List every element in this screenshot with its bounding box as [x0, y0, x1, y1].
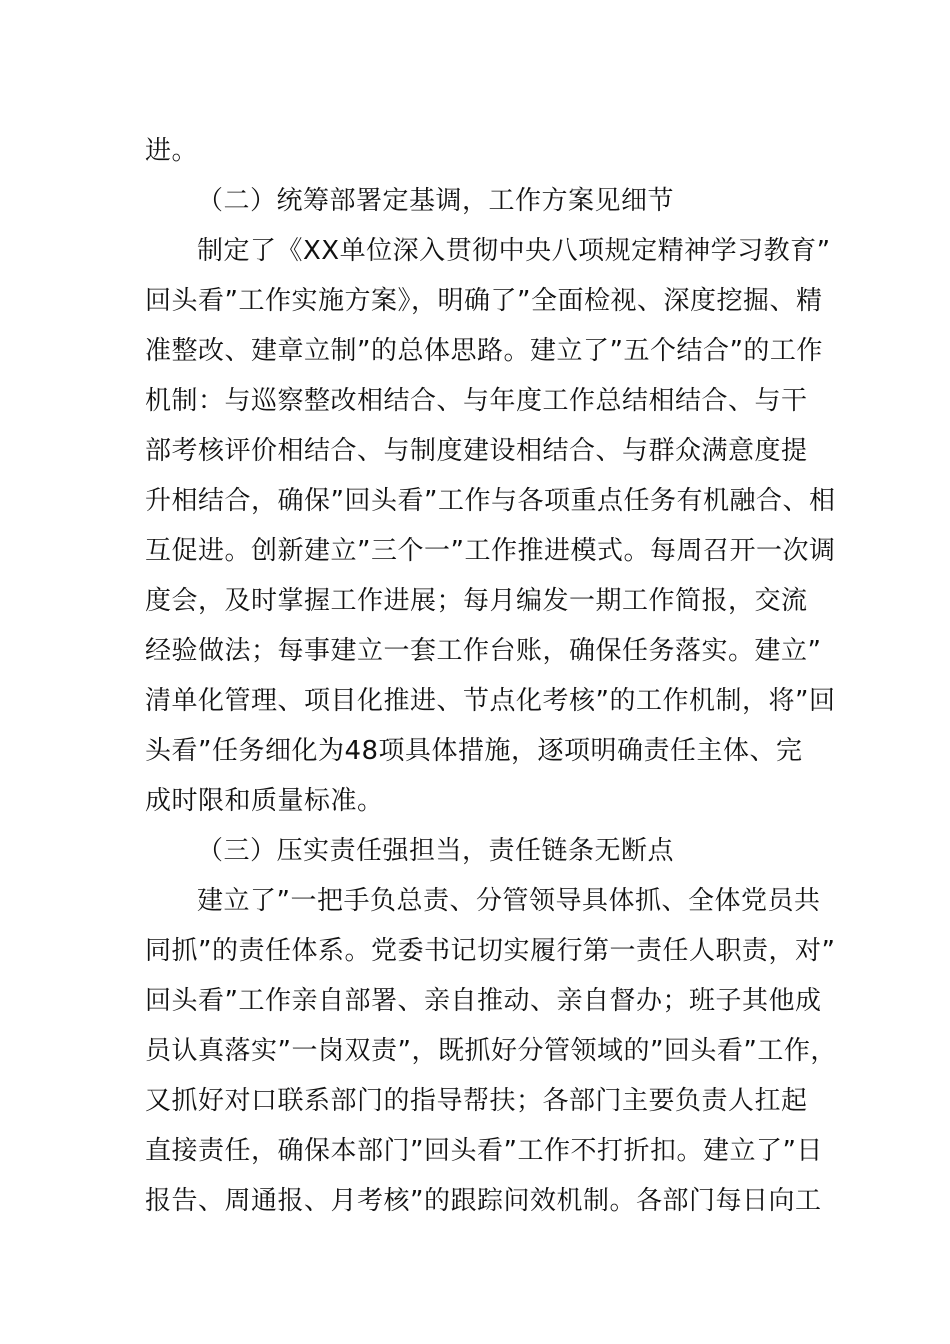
text-line: 部考核评价相结合、与制度建设相结合、与群众满意度提 — [145, 436, 808, 466]
text-line: 机制：与巡察整改相结合、与年度工作总结相结合、与干 — [145, 386, 808, 416]
text-line: 头看”任务细化为48项具体措施，逐项明确责任主体、完 — [145, 736, 803, 766]
text-line: 升相结合，确保”回头看”工作与各项重点任务有机融合、相 — [145, 486, 836, 516]
text-line: 员认真落实”一岗双责”，既抓好分管领域的”回头看”工作， — [145, 1036, 837, 1066]
text-line: 互促进。创新建立”三个一”工作推进模式。每周召开一次调 — [145, 536, 836, 566]
text-line: 同抓”的责任体系。党委书记切实履行第一责任人职责，对” — [145, 936, 836, 966]
paragraph-first-line: 建立了”一把手负总责、分管领导具体抓、全体党员共 — [197, 886, 821, 916]
text-line: 进。 — [145, 136, 199, 166]
text-line: 回头看”工作实施方案》，明确了”全面检视、深度挖掘、精 — [145, 286, 823, 316]
text-line: 又抓好对口联系部门的指导帮扶；各部门主要负责人扛起 — [145, 1086, 808, 1116]
text-line: 准整改、建章立制”的总体思路。建立了”五个结合”的工作 — [145, 336, 823, 366]
text-line: 度会，及时掌握工作进展；每月编发一期工作简报，交流 — [145, 586, 808, 616]
text-line: 回头看”工作亲自部署、亲自推动、亲自督办；班子其他成 — [145, 986, 822, 1016]
text-line: 经验做法；每事建立一套工作台账，确保任务落实。建立” — [145, 636, 822, 666]
section-heading: （二）统筹部署定基调，工作方案见细节 — [197, 186, 675, 216]
text-line: 报告、周通报、月考核”的跟踪问效机制。各部门每日向工 — [145, 1186, 822, 1216]
text-line: 清单化管理、项目化推进、节点化考核”的工作机制，将”回 — [145, 686, 836, 716]
text-line: 成时限和质量标准。 — [145, 786, 384, 816]
section-heading: （三）压实责任强担当，责任链条无断点 — [197, 836, 675, 866]
paragraph-first-line: 制定了《XX单位深入贯彻中央八项规定精神学习教育” — [197, 236, 831, 266]
text-line: 直接责任，确保本部门”回头看”工作不打折扣。建立了”日 — [145, 1136, 823, 1166]
